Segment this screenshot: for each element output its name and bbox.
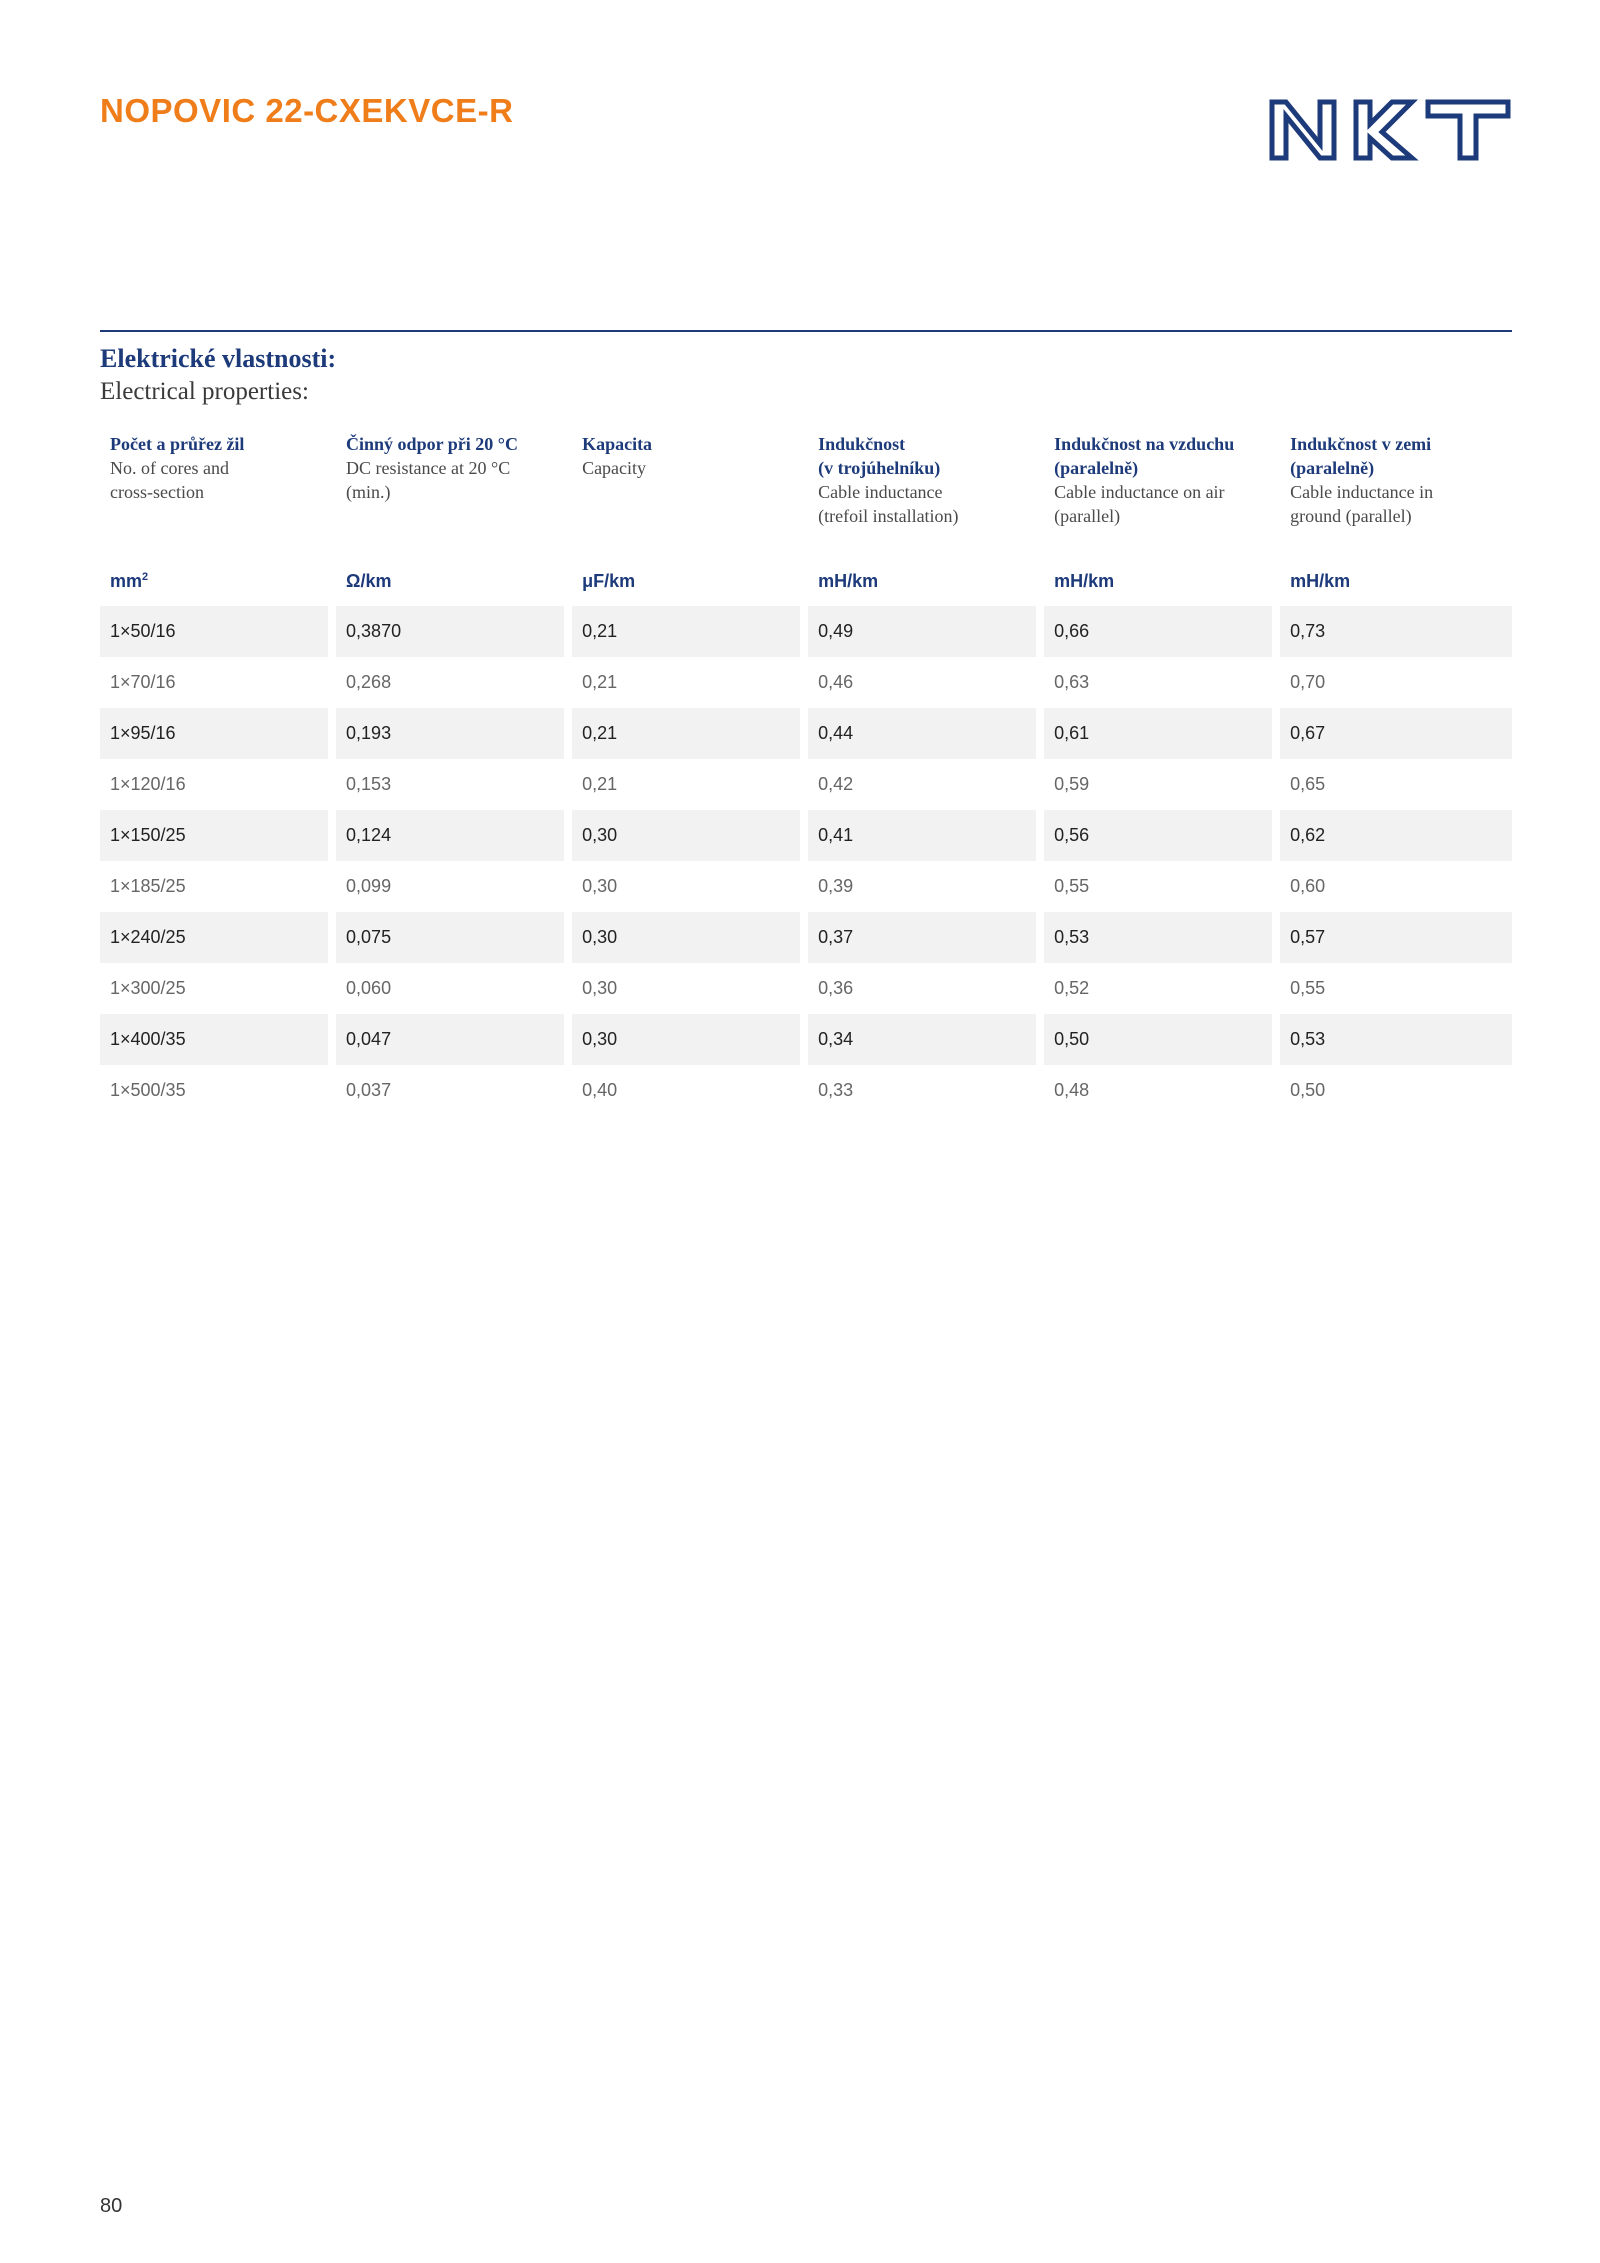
table-cell: 0,49 (808, 606, 1036, 657)
unit-superscript: 2 (142, 570, 149, 583)
column-header-en: No. of cores and (110, 458, 229, 478)
table-cell: 0,099 (336, 861, 564, 912)
unit-base: μF/km (582, 570, 636, 591)
table-cell: 0,36 (808, 963, 1036, 1014)
column-header-cz: Činný odpor při 20 °C (346, 434, 518, 454)
table-cell: 0,21 (572, 657, 800, 708)
table-cell: 1×500/35 (100, 1065, 328, 1116)
column-header-en: Cable inductance in (1290, 482, 1434, 502)
table-cell: 0,56 (1044, 810, 1272, 861)
table-row (100, 912, 1512, 963)
column-header (1044, 432, 1272, 528)
column-unit (1044, 571, 1272, 592)
column-header-cz: Indukčnost (818, 434, 906, 454)
section-divider (100, 330, 1512, 332)
table-cell: 1×120/16 (100, 759, 328, 810)
electrical-properties-table (100, 432, 1512, 1116)
table-row (100, 810, 1512, 861)
column-header-en: DC resistance at 20 °C (346, 458, 511, 478)
table-cell: 0,73 (1280, 606, 1512, 657)
unit-base: mH/km (1054, 570, 1115, 591)
table-cell: 0,44 (808, 708, 1036, 759)
table-row (100, 1014, 1512, 1065)
column-unit (100, 571, 328, 592)
column-header-cz: Indukčnost v zemi (1290, 434, 1432, 454)
column-header-en: cross-section (110, 482, 204, 502)
table-row (100, 1065, 1512, 1116)
column-header-cz: Počet a průřez žil (110, 434, 245, 454)
table-cell: 0,21 (572, 606, 800, 657)
table-cell: 0,50 (1280, 1065, 1512, 1116)
table-cell: 0,63 (1044, 657, 1272, 708)
table-cell: 0,075 (336, 912, 564, 963)
table-cell: 0,52 (1044, 963, 1272, 1014)
column-header-en: (parallel) (1054, 506, 1121, 526)
table-cell: 0,124 (336, 810, 564, 861)
unit-base: mH/km (818, 570, 879, 591)
table-cell: 0,268 (336, 657, 564, 708)
table-cell: 1×240/25 (100, 912, 328, 963)
table-cell: 1×70/16 (100, 657, 328, 708)
section-title-cz: Elektrické vlastnosti: (100, 344, 337, 373)
table-row (100, 963, 1512, 1014)
column-header (336, 432, 564, 528)
table-cell: 0,55 (1044, 861, 1272, 912)
table-cell: 1×150/25 (100, 810, 328, 861)
table-cell: 1×95/16 (100, 708, 328, 759)
column-unit (572, 571, 800, 592)
table-cell: 0,34 (808, 1014, 1036, 1065)
unit-base: mH/km (1290, 570, 1351, 591)
table-cell: 0,60 (1280, 861, 1512, 912)
nkt-logo (1268, 98, 1512, 162)
table-cell: 0,42 (808, 759, 1036, 810)
column-header-cz-sub: (paralelně) (1290, 458, 1375, 478)
column-header-en: (min.) (346, 482, 391, 502)
table-cell: 0,3870 (336, 606, 564, 657)
column-header (1280, 432, 1512, 528)
column-header (572, 432, 800, 528)
table-cell: 0,193 (336, 708, 564, 759)
column-header-en: Cable inductance on air (1054, 482, 1225, 502)
column-header-cz: Indukčnost na vzduchu (1054, 434, 1235, 454)
table-units-row (100, 566, 1512, 596)
table-cell: 0,66 (1044, 606, 1272, 657)
table-cell: 1×185/25 (100, 861, 328, 912)
table-row (100, 606, 1512, 657)
table-cell: 0,047 (336, 1014, 564, 1065)
table-cell: 0,62 (1280, 810, 1512, 861)
table-cell: 1×400/35 (100, 1014, 328, 1065)
table-cell: 0,037 (336, 1065, 564, 1116)
table-cell: 0,57 (1280, 912, 1512, 963)
unit-base: mm (110, 570, 143, 591)
column-header-en: Cable inductance (818, 482, 943, 502)
table-cell: 0,48 (1044, 1065, 1272, 1116)
table-cell: 0,21 (572, 708, 800, 759)
table-cell: 1×300/25 (100, 963, 328, 1014)
table-cell: 0,30 (572, 963, 800, 1014)
table-cell: 0,59 (1044, 759, 1272, 810)
column-unit (1280, 571, 1512, 592)
table-cell: 0,61 (1044, 708, 1272, 759)
table-cell: 0,70 (1280, 657, 1512, 708)
table-cell: 0,50 (1044, 1014, 1272, 1065)
table-cell: 0,40 (572, 1065, 800, 1116)
column-header-cz: Kapacita (582, 434, 653, 454)
unit-base: Ω/km (346, 570, 392, 591)
table-cell: 0,30 (572, 1014, 800, 1065)
table-row (100, 657, 1512, 708)
column-unit (808, 571, 1036, 592)
table-cell: 0,65 (1280, 759, 1512, 810)
section-title-en: Electrical properties: (100, 378, 309, 405)
table-cell: 0,21 (572, 759, 800, 810)
column-unit (336, 571, 564, 592)
table-body (100, 606, 1512, 1116)
table-cell: 0,67 (1280, 708, 1512, 759)
table-cell: 0,37 (808, 912, 1036, 963)
table-cell: 0,30 (572, 912, 800, 963)
table-cell: 0,53 (1280, 1014, 1512, 1065)
page-title: NOPOVIC 22-CXEKVCE-R (100, 92, 514, 129)
column-header (100, 432, 328, 528)
column-header (808, 432, 1036, 528)
table-cell: 0,30 (572, 861, 800, 912)
column-header-en: ground (parallel) (1290, 506, 1412, 526)
table-cell: 0,53 (1044, 912, 1272, 963)
column-header-cz-sub: (paralelně) (1054, 458, 1139, 478)
column-header-en: (trefoil installation) (818, 506, 959, 526)
table-row (100, 759, 1512, 810)
table-cell: 0,41 (808, 810, 1036, 861)
table-cell: 0,55 (1280, 963, 1512, 1014)
table-row (100, 861, 1512, 912)
table-cell: 0,060 (336, 963, 564, 1014)
table-cell: 0,153 (336, 759, 564, 810)
table-row (100, 708, 1512, 759)
page-number: 80 (100, 2195, 123, 2217)
table-cell: 1×50/16 (100, 606, 328, 657)
column-header-cz-sub: (v trojúhelníku) (818, 458, 941, 478)
column-header-en: Capacity (582, 458, 647, 478)
table-cell: 0,33 (808, 1065, 1036, 1116)
table-cell: 0,39 (808, 861, 1036, 912)
table-cell: 0,30 (572, 810, 800, 861)
table-cell: 0,46 (808, 657, 1036, 708)
table-header-row (100, 432, 1512, 528)
